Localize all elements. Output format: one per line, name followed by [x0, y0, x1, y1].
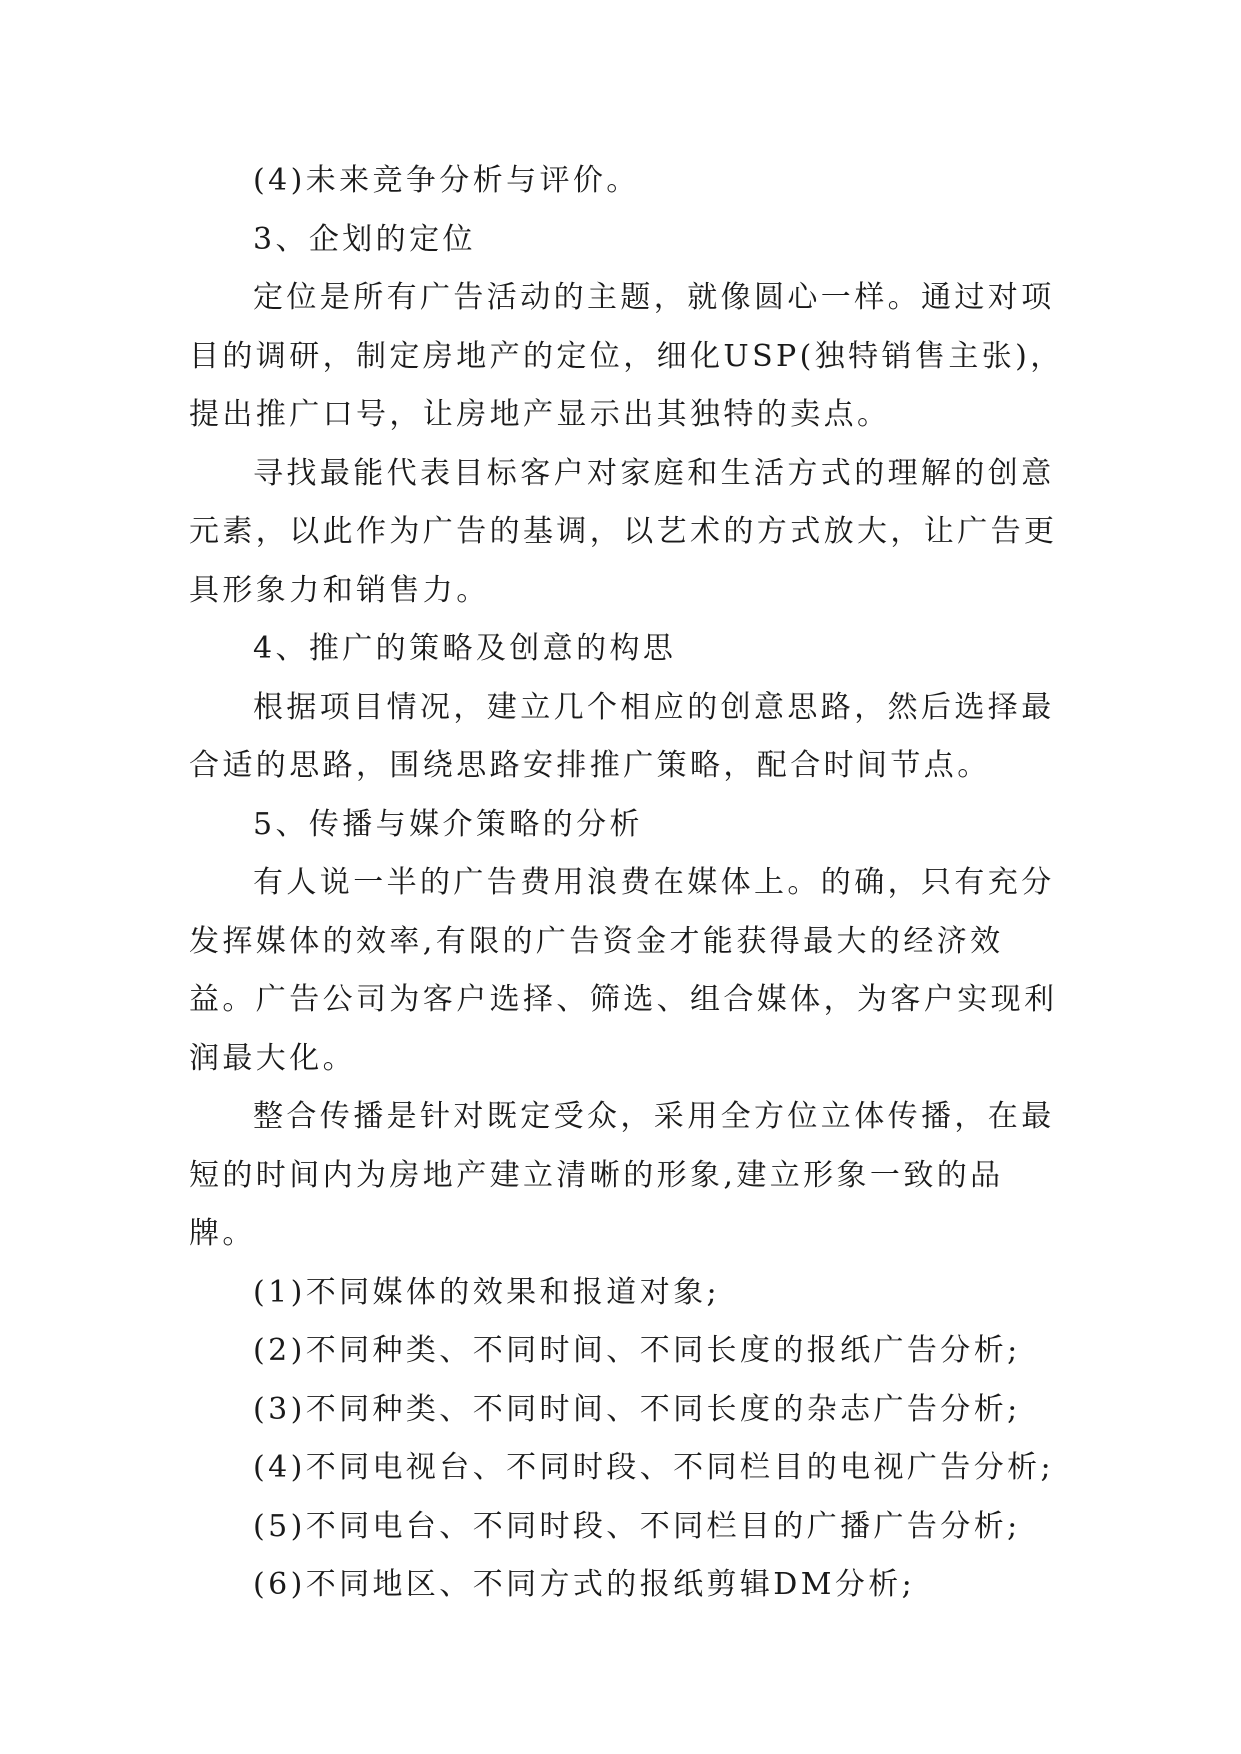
section-heading: 5、传播与媒介策略的分析	[253, 806, 643, 842]
list-item: (5)不同电台、不同时段、不同栏目的广播广告分析;	[253, 1508, 1021, 1544]
paragraph: 根据项目情况，建立几个相应的创意思路，然后选择最合适的思路，围绕思路安排推广策略，配合时间节点。	[189, 689, 1055, 783]
list-item: (4)不同电视台、不同时段、不同栏目的电视广告分析;	[253, 1450, 1055, 1485]
section-heading: 4、推广的策略及创意的构思	[253, 631, 677, 666]
paragraph: 有人说一半的广告费用浪费在媒体上。的确，只有充分发挥媒体的效率,有限的广告资金才能获得最大的经济效益。广告公司为客户选择、筛选、组合媒体，为客户实现利润最大化。	[189, 865, 1058, 1076]
paragraph: 寻找最能代表目标客户对家庭和生活方式的理解的创意元素，以此作为广告的基调，以艺术的方式放大，让广告更具形象力和销售力。	[189, 455, 1058, 608]
list-item: (1)不同媒体的效果和报道对象;	[253, 1274, 721, 1310]
document-body	[189, 152, 1069, 1615]
list-item: (3)不同种类、不同时间、不同长度的杂志广告分析;	[253, 1391, 1021, 1427]
list-item: (6)不同地区、不同方式的报纸剪辑DM分析;	[253, 1567, 916, 1602]
section-heading: 3、企划的定位	[253, 221, 476, 257]
paragraph: 整合传播是针对既定受众，采用全方位立体传播，在最短的时间内为房地产建立清晰的形象,建立形象一致的品牌。	[189, 1099, 1055, 1251]
list-item: (2)不同种类、不同时间、不同长度的报纸广告分析;	[253, 1333, 1021, 1368]
paragraph: 定位是所有广告活动的主题，就像圆心一样。通过对项目的调研，制定房地产的定位，细化USP(独特销售主张)，提出推广口号，让房地产显示出其独特的卖点。	[189, 280, 1064, 432]
list-item: (4)未来竞争分析与评价。	[253, 163, 640, 198]
